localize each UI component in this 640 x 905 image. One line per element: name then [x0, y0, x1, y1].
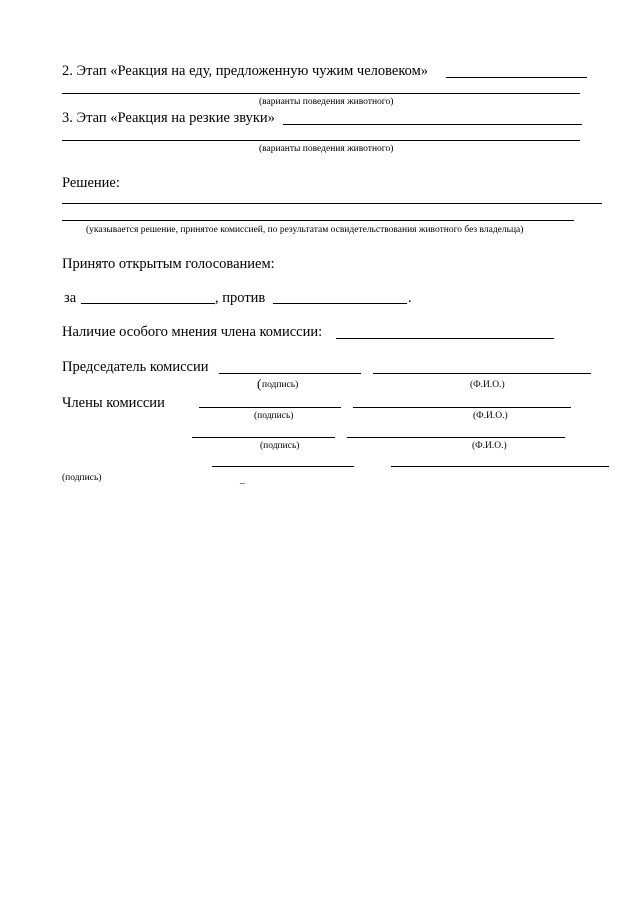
- dissent-field[interactable]: [336, 338, 554, 339]
- stage2-caption: (варианты поведения животного): [259, 97, 394, 107]
- stage3-caption: (варианты поведения животного): [259, 144, 394, 154]
- member3-signature-caption: (подпись): [62, 473, 102, 483]
- member1-signature-caption: (подпись): [254, 411, 294, 421]
- stage3-answer-line-1[interactable]: [283, 124, 582, 125]
- vote-label: Принято открытым голосованием:: [62, 256, 275, 272]
- member1-name-caption: (Ф.И.О.): [473, 411, 508, 421]
- stage3-label: 3. Этап «Реакция на резкие звуки»: [62, 110, 275, 126]
- member2-signature-caption: (подпись): [260, 441, 300, 451]
- vote-against-field[interactable]: [273, 303, 407, 304]
- chairman-signature-caption: подпись): [262, 380, 299, 390]
- chairman-label: Председатель комиссии: [62, 359, 209, 375]
- chairman-signature-line[interactable]: [219, 373, 361, 374]
- vote-for-label: за: [64, 290, 77, 306]
- decision-label: Решение:: [62, 175, 120, 191]
- chairman-signature-paren: (: [257, 376, 262, 391]
- chairman-name-line[interactable]: [373, 373, 591, 374]
- stage2-answer-line-1[interactable]: [446, 77, 587, 78]
- dissent-label: Наличие особого мнения члена комиссии:: [62, 324, 323, 340]
- member2-signature-line[interactable]: [192, 437, 335, 438]
- member1-name-line[interactable]: [353, 407, 571, 408]
- decision-caption: (указывается решение, принятое комиссией, по результатам освидетельствования животного без владельца): [86, 225, 524, 235]
- trailing-mark: _: [240, 476, 245, 486]
- members-label: Члены комиссии: [62, 395, 165, 411]
- decision-line-1[interactable]: [62, 203, 602, 204]
- decision-line-2[interactable]: [62, 220, 574, 221]
- vote-for-field[interactable]: [81, 303, 215, 304]
- member1-signature-line[interactable]: [199, 407, 341, 408]
- member2-name-caption: (Ф.И.О.): [472, 441, 507, 451]
- stage2-answer-line-2[interactable]: [62, 93, 580, 94]
- stage3-answer-line-2[interactable]: [62, 140, 580, 141]
- member2-name-line[interactable]: [347, 437, 565, 438]
- chairman-name-caption: (Ф.И.О.): [470, 380, 505, 390]
- vote-end-mark: .: [408, 290, 412, 306]
- member3-name-line[interactable]: [391, 466, 609, 467]
- member3-signature-line[interactable]: [212, 466, 354, 467]
- vote-against-label: , против: [215, 290, 266, 306]
- stage2-label: 2. Этап «Реакция на еду, предложенную чужим человеком»: [62, 63, 429, 79]
